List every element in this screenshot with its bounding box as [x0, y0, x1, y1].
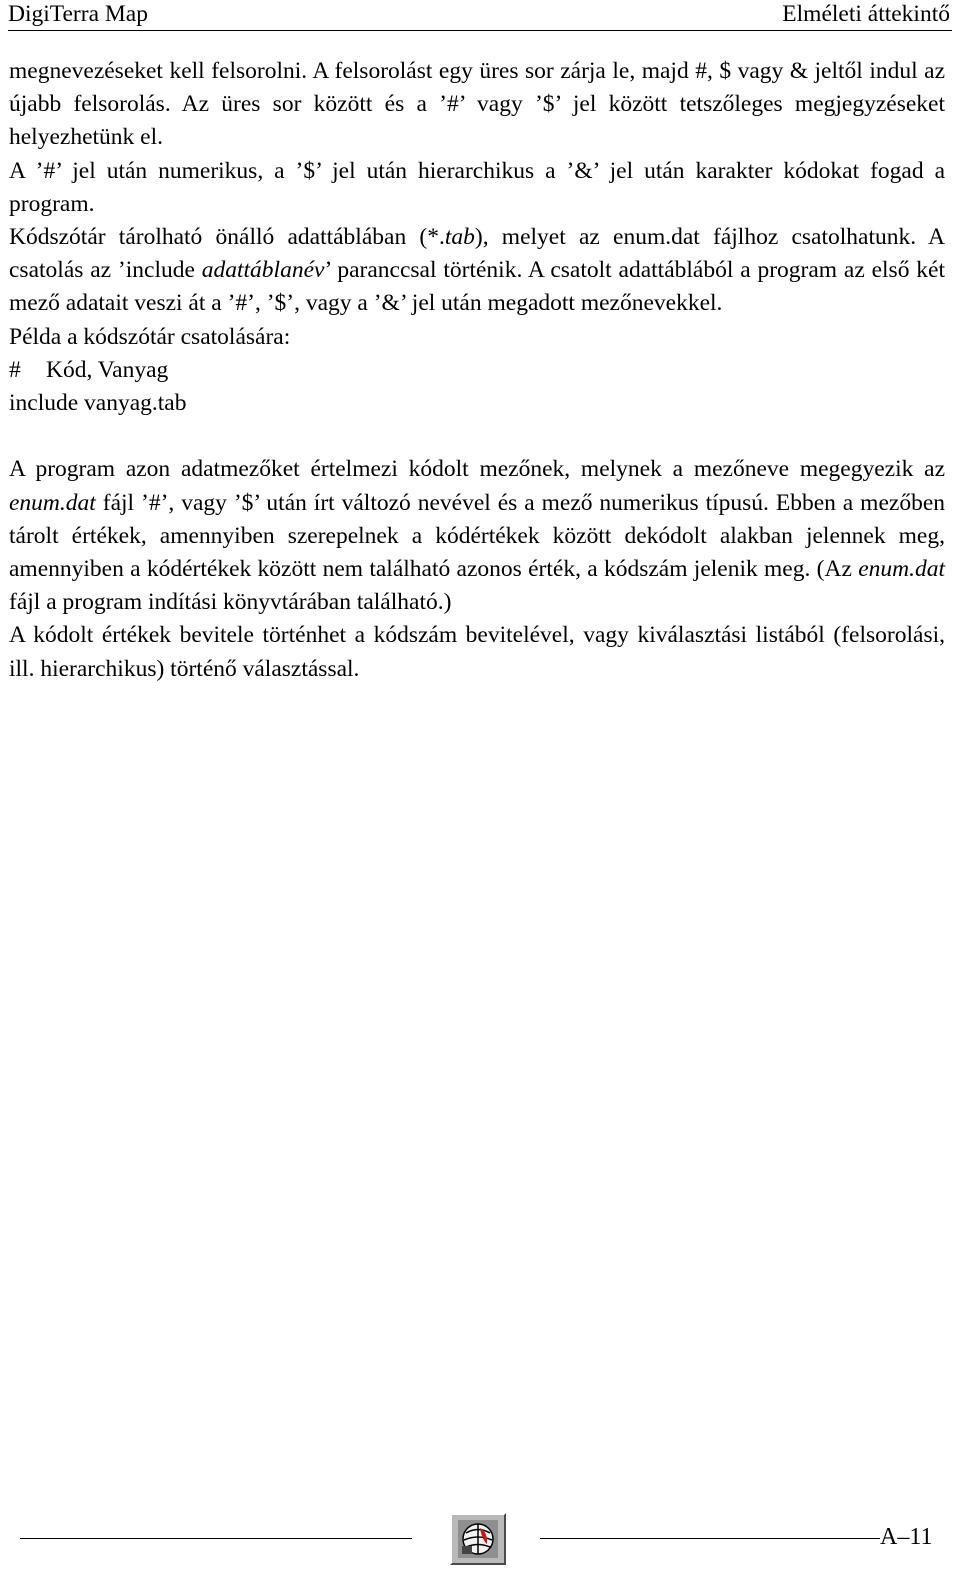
paragraph-4-part: fájl a program indítási könyvtárában található.): [9, 589, 452, 616]
example-include: include vanyag.tab: [9, 390, 187, 417]
footer-rule-left: [20, 1538, 412, 1539]
page-header: [8, 0, 952, 31]
page-body: [9, 55, 945, 686]
paragraph-4-italic: enum.dat: [9, 489, 96, 516]
digiterra-logo-icon: [450, 1513, 506, 1565]
paragraph-3-part: Kódszótár tárolható önálló adattáblában (*.: [9, 224, 445, 251]
paragraph-3: [9, 221, 945, 321]
paragraph-4-part: A program azon adatmezőket értelmezi kódolt mezőnek, melynek a mezőneve megegyezik az: [9, 456, 945, 483]
paragraph-2: A ’#’ jel után numerikus, a ’$’ jel után hierarchikus a ’&’ jel után karakter kódokat fogad a program.: [9, 157, 945, 217]
paragraph-3-part: ), melyet az enum.dat fájlhoz csatolhatunk. A csatolás az ’include: [9, 224, 945, 284]
logo-graphic: [458, 1520, 498, 1558]
paragraph-4-part: fájl ’#’, vagy ’$’ után írt változó nevével és a mező numerikus típusú. Ebben a mezőben tárolt értékek, amennyiben szerepelnek a kódértékek között dekódolt alakban jelennek meg, amennyiben a kódértékek között nem található azonos érték, a kódszám jelenik meg. (Az: [9, 489, 945, 583]
paragraph-3-italic: tab: [444, 224, 475, 251]
example-title: Példa a kódszótár csatolására:: [9, 323, 291, 350]
paragraph-4: [9, 453, 945, 619]
example-fields: Kód, Vanyag: [46, 356, 169, 383]
blank-line: [9, 420, 945, 453]
example-fields-line: [9, 354, 945, 387]
footer-rule-right: [540, 1538, 880, 1539]
paragraph-1: megnevezéseket kell felsorolni. A felsorolást egy üres sor zárja le, majd #, $ vagy & jeltől indul az újabb felsorolás. Az üres sor között és a ’#’ vagy ’$’ jel között tetszőleges megjegyzéseket helyezhetünk el.: [9, 58, 945, 151]
paragraph-4-italic: enum.dat: [858, 556, 945, 583]
paragraph-3-part: ’ paranccsal történik. A csatolt adattáblából a program az első két mező adatait veszi át a ’#’, ’$’, vagy a ’&’ jel után megadott mezőnevekkel.: [9, 257, 945, 317]
paragraph-5: A kódolt értékek bevitele történhet a kódszám bevitelével, vagy kiválasztási listából (felsorolási, ill. hierarchikus) történő választással.: [9, 622, 945, 682]
example-hash: #: [9, 356, 21, 383]
header-title: DigiTerra Map: [8, 1, 148, 27]
header-section-title: Elméleti áttekintő: [782, 1, 950, 27]
paragraph-3-italic: adattáblanév: [201, 257, 325, 284]
page-number: A–11: [880, 1524, 933, 1550]
